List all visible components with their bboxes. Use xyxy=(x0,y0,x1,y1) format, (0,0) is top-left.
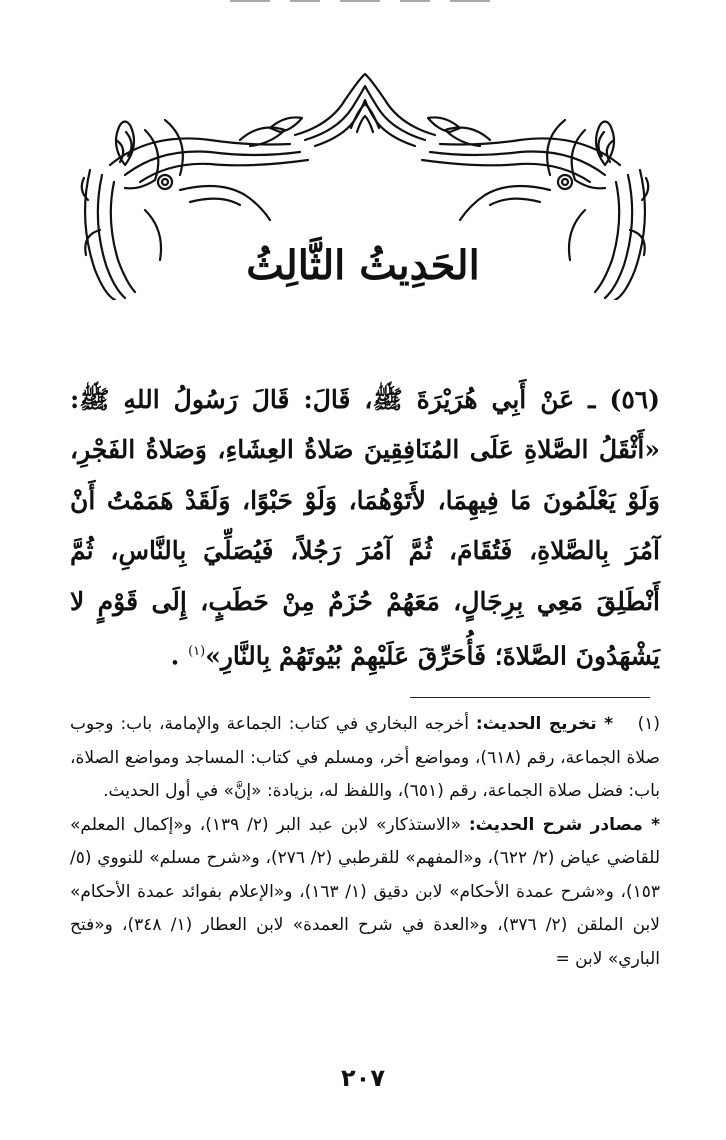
page-number: ٢٠٧ xyxy=(341,1064,385,1092)
sources-text: «الاستذكار» لابن عبد البر (٢/ ١٣٩)، و«إكمال المعلم» للقاضي عياض (٢/ ٦٢٢)، و«المفهم» للقرطبي (٢/ ٢٧٦)، و«شرح مسلم» للنووي (٥/ ١٥٣)، و«شرح عمدة الأحكام» لابن دقيق (١/ ١٦٣)، و«الإعلام بفوائد عمدة الأحكام» لابن الملقن (٢/ ٣٧٦)، و«العدة في شرح العمدة» لابن العطار (١/ ٣٤٨)، و«فتح الباري» لابن = xyxy=(70,814,660,969)
hadith-end-mark: . xyxy=(170,641,180,671)
footnote-reference: (١) xyxy=(188,644,206,660)
footnotes xyxy=(70,708,660,976)
top-edge-marks xyxy=(230,0,530,4)
footnote-number: (١) xyxy=(637,714,660,734)
footnote-sources xyxy=(70,809,660,977)
chapter-title: الحَدِيثُ الثَّالِثُ xyxy=(246,242,480,289)
takhrij-label: * تخريج الحديث: xyxy=(475,714,614,734)
hadith-text-block xyxy=(70,375,660,682)
takhrij-text: أخرجه البخاري في كتاب: الجماعة والإمامة، باب: وجوب صلاة الجماعة، رقم (٦١٨)، ومواضع أخر، ومسلم في كتاب: المساجد ومواضع الصلاة، باب: فضل صلاة الجماعة، رقم (٦٥١)، واللفظ له، بزيادة: «إنَّ» في أول الحديث. xyxy=(70,714,660,801)
hadith-text: (٥٦) ـ عَنْ أَبِي هُرَيْرَةَ ﷺ، قَالَ: قَالَ رَسُولُ اللهِ ﷺ: «أَثْقَلُ الصَّلاةِ عَلَى المُنَافِقِينَ صَلاةُ العِشَاءِ، وَصَلاةُ الفَجْرِ، وَلَوْ يَعْلَمُونَ مَا فِيهِمَا، لأَتَوْهُمَا، وَلَوْ حَبْوًا، وَلَقَدْ هَمَمْتُ أَنْ آمُرَ بِالصَّلاةِ، فَتُقَامَ، ثُمَّ آمُرَ رَجُلاً، فَيُصَلِّيَ بِالنَّاسِ، ثُمَّ أَنْطَلِقَ مَعِي بِرِجَالٍ، مَعَهُمْ حُزَمٌ مِنْ حَطَبٍ، إِلَى قَوْمٍ لا يَشْهَدُونَ الصَّلاةَ؛ فَأُحَرِّقَ عَلَيْهِمْ بُيُوتَهُمْ بِالنَّارِ» xyxy=(70,385,661,671)
footnote-separator xyxy=(410,697,650,698)
footnote-takhrij xyxy=(70,708,660,809)
sources-label: * مصادر شرح الحديث: xyxy=(468,814,661,835)
